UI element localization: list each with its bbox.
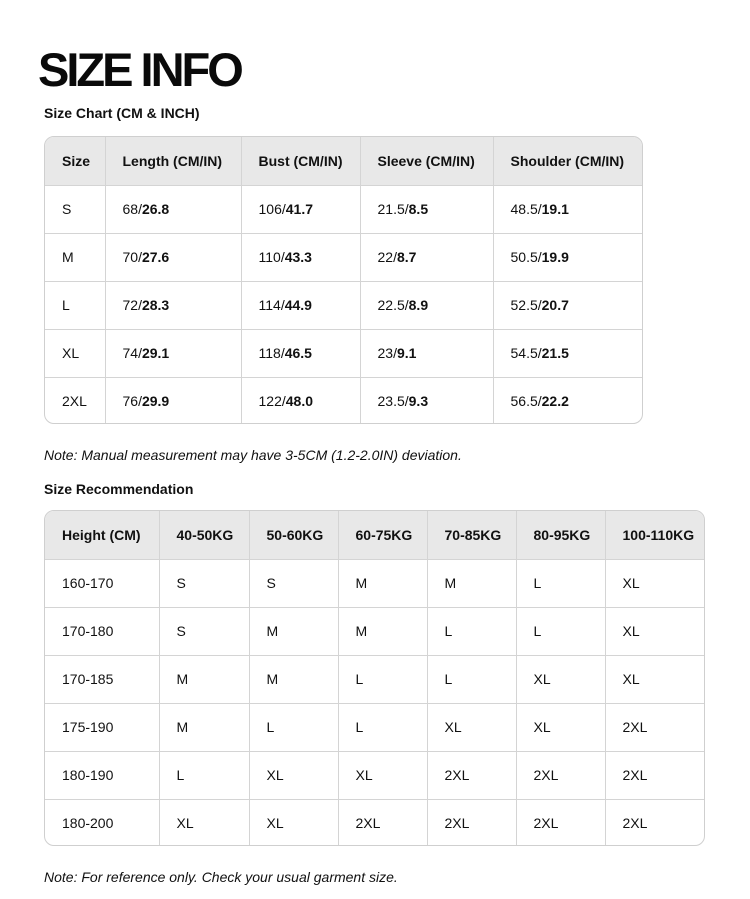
size-recommendation-table [44, 510, 705, 846]
measurement-note: Note: Manual measurement may have 3-5CM (1.2-2.0IN) deviation. [44, 447, 462, 463]
size-cell: M [249, 607, 338, 655]
size-cell: XL [605, 607, 704, 655]
recommendation-header-row [45, 511, 704, 559]
length-cell: 76/29.9 [105, 377, 241, 424]
page-title: SIZE INFO [38, 43, 241, 96]
size-cell: L [249, 703, 338, 751]
size-cell: M [249, 655, 338, 703]
height-cell: 180-190 [45, 751, 159, 799]
size-cell: 2XL [427, 799, 516, 846]
header-weight-70-85: 70-85KG [427, 511, 516, 559]
bust-cell: 122/48.0 [241, 377, 360, 424]
size-cell: L [427, 607, 516, 655]
header-weight-100-110: 100-110KG [605, 511, 704, 559]
sleeve-cell: 21.5/8.5 [360, 185, 493, 233]
length-cell: 72/28.3 [105, 281, 241, 329]
bust-cell: 106/41.7 [241, 185, 360, 233]
shoulder-cell: 56.5/22.2 [510, 393, 569, 410]
size-cell: M [159, 703, 249, 751]
size-cell: XL [516, 703, 605, 751]
height-cell: 170-180 [45, 607, 159, 655]
shoulder-cell: 52.5/20.7 [493, 281, 643, 329]
table-row [45, 185, 643, 233]
size-cell: 2XL [516, 799, 605, 846]
bust-cell: 118/46.5 [241, 329, 360, 377]
table-row [45, 655, 704, 703]
size-chart-label: Size Chart (CM & INCH) [44, 105, 200, 121]
table-row [45, 329, 643, 377]
size-cell: XL [249, 799, 338, 846]
table-row [45, 559, 704, 607]
table-row [45, 751, 704, 799]
bust-cell: 114/44.9 [241, 281, 360, 329]
size-cell: M [159, 655, 249, 703]
header-weight-60-75: 60-75KG [338, 511, 427, 559]
header-size: Size [45, 137, 105, 185]
height-cell: 175-190 [45, 703, 159, 751]
table-row [45, 281, 643, 329]
size-cell: XL [605, 655, 704, 703]
size-cell: 2XL [427, 751, 516, 799]
sleeve-cell: 22.5/8.9 [360, 281, 493, 329]
table-row [45, 607, 704, 655]
size-cell: L [516, 559, 605, 607]
header-sleeve: Sleeve (CM/IN) [360, 137, 493, 185]
height-cell: 160-170 [45, 559, 159, 607]
size-cell: M [45, 233, 105, 281]
size-cell: L [338, 703, 427, 751]
size-cell: XL [516, 655, 605, 703]
sleeve-cell: 23/9.1 [360, 329, 493, 377]
size-cell: M [427, 559, 516, 607]
size-cell: XL [605, 559, 704, 607]
size-cell: XL [338, 751, 427, 799]
size-chart-table [44, 136, 643, 424]
size-cell: 2XL [622, 815, 648, 832]
size-cell: XL [249, 751, 338, 799]
size-recommendation-label: Size Recommendation [44, 481, 194, 497]
size-cell: M [338, 607, 427, 655]
length-cell: 70/27.6 [105, 233, 241, 281]
header-weight-40-50: 40-50KG [159, 511, 249, 559]
size-cell: S [159, 607, 249, 655]
size-cell: L [338, 655, 427, 703]
size-cell: XL [45, 329, 105, 377]
bust-cell: 110/43.3 [241, 233, 360, 281]
header-bust: Bust (CM/IN) [241, 137, 360, 185]
size-cell: S [159, 559, 249, 607]
size-cell: XL [427, 703, 516, 751]
header-height: Height (CM) [45, 511, 159, 559]
size-cell: 2XL [605, 703, 704, 751]
shoulder-cell: 54.5/21.5 [493, 329, 643, 377]
size-cell: S [249, 559, 338, 607]
size-cell: XL [159, 799, 249, 846]
table-row [45, 799, 704, 846]
header-length: Length (CM/IN) [105, 137, 241, 185]
table-row [45, 233, 643, 281]
sleeve-cell: 22/8.7 [360, 233, 493, 281]
header-weight-50-60: 50-60KG [249, 511, 338, 559]
size-cell: M [338, 559, 427, 607]
length-cell: 68/26.8 [105, 185, 241, 233]
size-cell: L [159, 751, 249, 799]
sleeve-cell: 23.5/9.3 [360, 377, 493, 424]
height-cell: 170-185 [45, 655, 159, 703]
size-cell: 2XL [45, 377, 105, 424]
reference-note: Note: For reference only. Check your usual garment size. [44, 869, 398, 885]
size-cell: L [45, 281, 105, 329]
size-cell: 2XL [338, 799, 427, 846]
size-cell: L [427, 655, 516, 703]
shoulder-cell: 48.5/19.1 [493, 185, 643, 233]
header-weight-80-95: 80-95KG [516, 511, 605, 559]
table-row [45, 703, 704, 751]
shoulder-cell: 50.5/19.9 [493, 233, 643, 281]
size-cell: 2XL [516, 751, 605, 799]
length-cell: 74/29.1 [105, 329, 241, 377]
size-cell: S [45, 185, 105, 233]
size-chart-header-row [45, 137, 643, 185]
height-cell: 180-200 [45, 799, 159, 846]
size-cell: 2XL [605, 751, 704, 799]
table-row [45, 377, 643, 424]
header-shoulder: Shoulder (CM/IN) [493, 137, 643, 185]
size-cell: L [516, 607, 605, 655]
